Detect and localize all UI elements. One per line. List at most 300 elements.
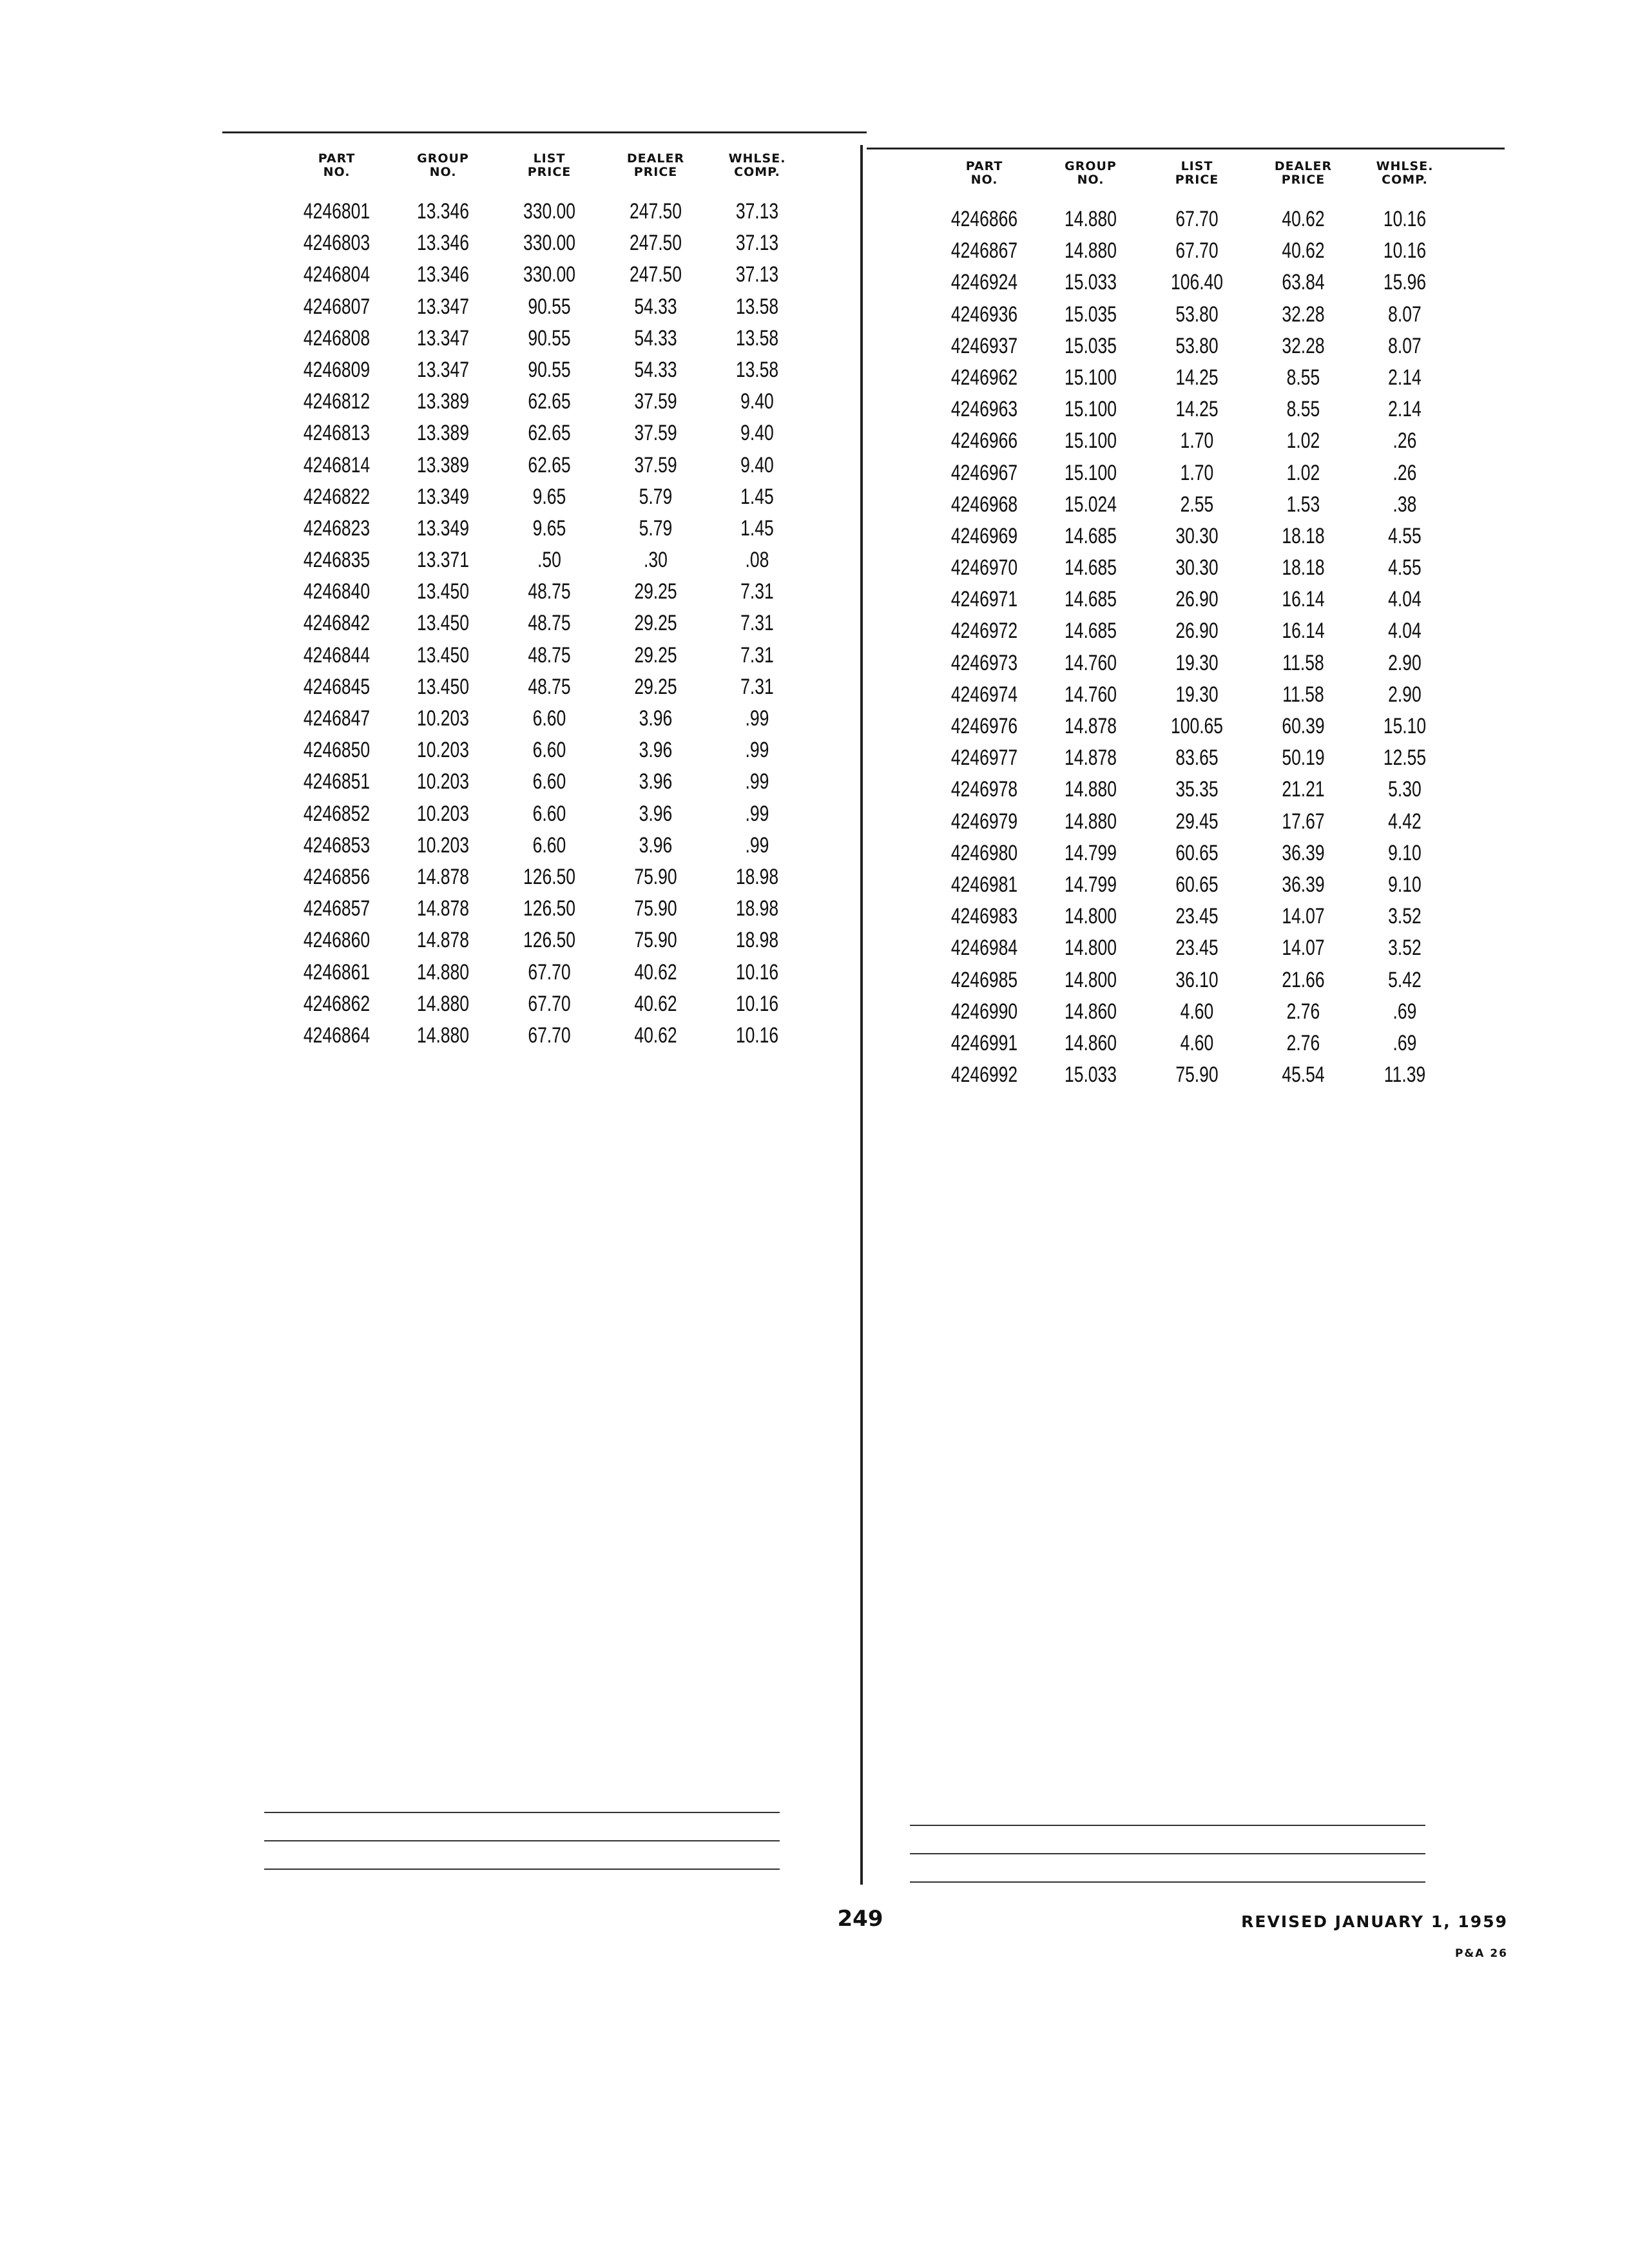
dealer-price-cell: 11.58	[1282, 650, 1324, 675]
whlse-comp-cell: 10.16	[735, 991, 779, 1016]
part-no-cell: 4246808	[303, 325, 371, 351]
part-no-cell: 4246844	[303, 642, 371, 668]
document-code: P&A 26	[1454, 1947, 1508, 1960]
whlse-comp-cell: 9.40	[740, 452, 774, 477]
dealer-price-cell: 11.58	[1282, 682, 1324, 707]
dealer-price-cell: 63.84	[1282, 270, 1325, 295]
group-no-cell: 14.800	[1064, 967, 1117, 992]
group-no-cell: 15.033	[1064, 270, 1117, 295]
whlse-comp-cell: 13.58	[735, 357, 779, 382]
group-no-cell: 15.100	[1064, 365, 1117, 390]
part-no-cell: 4246853	[303, 832, 371, 858]
table-row	[931, 460, 1453, 492]
whlse-comp-cell: 10.16	[1383, 207, 1427, 231]
whlse-comp-cell: .99	[745, 832, 769, 858]
table-row	[284, 991, 805, 1023]
whlse-comp-cell: 8.07	[1388, 302, 1422, 327]
list-price-cell: 75.90	[1175, 1062, 1219, 1088]
part-no-cell: 4246937	[950, 333, 1018, 358]
group-no-cell: 14.878	[1064, 714, 1117, 738]
part-no-cell: 4246984	[950, 936, 1018, 961]
table-header-left	[284, 147, 805, 198]
part-no-cell: 4246867	[950, 238, 1018, 264]
group-no-cell: 14.760	[1064, 650, 1117, 675]
revised-date: REVISED JANUARY 1, 1959	[1241, 1912, 1508, 1931]
dealer-price-cell: 36.39	[1282, 840, 1325, 865]
table-row	[931, 555, 1453, 586]
part-no-cell: 4246813	[303, 421, 371, 446]
group-no-cell: 10.203	[416, 706, 470, 731]
dealer-price-cell: 21.66	[1282, 967, 1325, 992]
dealer-price-cell: 247.50	[629, 262, 682, 287]
whlse-comp-cell: 1.45	[740, 515, 774, 541]
table-row	[931, 492, 1453, 523]
table-row	[284, 452, 805, 484]
dealer-price-cell: 29.25	[634, 674, 677, 699]
table-row	[931, 523, 1453, 555]
whlse-comp-cell: .38	[1393, 492, 1417, 517]
part-no-cell: 4246973	[950, 650, 1018, 675]
part-no-cell: 4246845	[303, 674, 371, 699]
whlse-comp-cell: 2.14	[1388, 397, 1422, 422]
group-no-cell: 10.203	[416, 738, 470, 763]
dealer-price-cell: 14.07	[1282, 904, 1325, 929]
group-no-cell: 15.024	[1064, 492, 1117, 517]
dealer-price-cell: 37.59	[634, 421, 677, 446]
list-price-cell: 67.70	[1175, 207, 1219, 231]
header-group-no: GROUP NO.	[417, 151, 469, 179]
table-row	[931, 713, 1453, 745]
group-no-cell: 13.347	[416, 294, 470, 319]
part-no-cell: 4246814	[303, 452, 371, 477]
group-no-cell: 13.371	[416, 548, 470, 573]
dealer-price-cell: 45.54	[1282, 1062, 1325, 1088]
whlse-comp-cell: 18.98	[735, 928, 779, 953]
top-rule-right	[867, 148, 1505, 149]
table-row	[931, 1030, 1453, 1062]
whlse-comp-cell: 8.07	[1388, 333, 1422, 358]
group-no-cell: 14.860	[1064, 999, 1117, 1024]
dealer-price-cell: 5.79	[639, 515, 673, 541]
whlse-comp-cell: 7.31	[740, 611, 774, 636]
whlse-comp-cell: 4.55	[1388, 555, 1422, 581]
whlse-comp-cell: .99	[745, 769, 769, 794]
part-no-cell: 4246968	[950, 492, 1018, 517]
part-no-cell: 4246807	[303, 294, 371, 319]
whlse-comp-cell: 1.45	[740, 484, 774, 509]
blank-line	[910, 1825, 1425, 1826]
table-row	[931, 840, 1453, 872]
table-row	[284, 896, 805, 927]
dealer-price-cell: 40.62	[634, 991, 677, 1016]
dealer-price-cell: 247.50	[629, 199, 682, 224]
group-no-cell: 13.389	[416, 389, 470, 414]
dealer-price-cell: 75.90	[634, 928, 677, 953]
part-no-cell: 4246970	[950, 555, 1018, 581]
whlse-comp-cell: 15.10	[1383, 714, 1427, 738]
whlse-comp-cell: 3.52	[1388, 936, 1422, 961]
part-no-cell: 4246971	[950, 587, 1018, 612]
part-no-cell: 4246991	[950, 1030, 1018, 1055]
table-row	[931, 618, 1453, 649]
table-row	[284, 325, 805, 357]
whlse-comp-cell: 9.10	[1388, 872, 1422, 897]
table-row	[931, 428, 1453, 459]
list-price-cell: 83.65	[1175, 745, 1219, 771]
whlse-comp-cell: 2.90	[1388, 682, 1422, 707]
list-price-cell: 126.50	[523, 928, 576, 953]
part-no-cell: 4246990	[950, 999, 1018, 1024]
table-row	[284, 294, 805, 325]
part-no-cell: 4246974	[950, 682, 1018, 707]
dealer-price-cell: 29.25	[634, 642, 677, 668]
group-no-cell: 13.450	[416, 674, 470, 699]
part-no-cell: 4246804	[303, 262, 371, 287]
part-no-cell: 4246981	[950, 872, 1018, 897]
part-no-cell: 4246835	[303, 548, 371, 573]
column-divider	[860, 145, 863, 1885]
whlse-comp-cell: 7.31	[740, 674, 774, 699]
dealer-price-cell: 40.62	[1282, 238, 1325, 264]
table-row	[931, 238, 1453, 269]
whlse-comp-cell: 12.55	[1383, 745, 1427, 771]
table-row	[284, 610, 805, 642]
table-row	[931, 365, 1453, 396]
group-no-cell: 13.347	[416, 325, 470, 351]
list-price-cell: 67.70	[528, 959, 571, 985]
table-row	[931, 269, 1453, 301]
part-no-cell: 4246992	[950, 1062, 1018, 1088]
group-no-cell: 14.800	[1064, 904, 1117, 929]
blank-line	[264, 1869, 780, 1870]
table-body-right	[931, 206, 1453, 1093]
group-no-cell: 10.203	[416, 769, 470, 794]
list-price-cell: 23.45	[1175, 936, 1219, 961]
whlse-comp-cell: 37.13	[735, 262, 779, 287]
group-no-cell: 15.035	[1064, 333, 1117, 358]
table-row	[284, 389, 805, 420]
part-no-cell: 4246977	[950, 745, 1018, 771]
part-no-cell: 4246972	[950, 619, 1018, 644]
table-row	[284, 674, 805, 706]
part-no-cell: 4246866	[950, 207, 1018, 231]
group-no-cell: 15.100	[1064, 428, 1117, 454]
table-row	[284, 484, 805, 515]
table-row	[284, 515, 805, 547]
table-row	[931, 396, 1453, 428]
whlse-comp-cell: 4.04	[1388, 587, 1422, 612]
list-price-cell: 19.30	[1175, 682, 1219, 707]
header-list-price: LIST PRICE	[1175, 159, 1219, 187]
part-no-cell: 4246983	[950, 904, 1018, 929]
table-row	[284, 737, 805, 769]
table-row	[284, 547, 805, 579]
group-no-cell: 14.760	[1064, 682, 1117, 707]
list-price-cell: 1.70	[1180, 460, 1214, 485]
part-no-cell: 4246823	[303, 515, 371, 541]
table-row	[284, 864, 805, 896]
group-no-cell: 15.100	[1064, 397, 1117, 422]
dealer-price-cell: 8.55	[1286, 365, 1320, 390]
list-price-cell: 26.90	[1175, 587, 1219, 612]
blank-line	[910, 1853, 1425, 1854]
group-no-cell: 14.685	[1064, 523, 1117, 548]
group-no-cell: 14.880	[1064, 207, 1117, 231]
group-no-cell: 13.346	[416, 262, 470, 287]
list-price-cell: 23.45	[1175, 904, 1219, 929]
list-price-cell: 19.30	[1175, 650, 1219, 675]
dealer-price-cell: 16.14	[1282, 587, 1325, 612]
group-no-cell: 14.878	[416, 928, 470, 953]
list-price-cell: 6.60	[532, 769, 566, 794]
part-no-cell: 4246966	[950, 428, 1018, 454]
list-price-cell: 106.40	[1170, 270, 1224, 295]
list-price-cell: 30.30	[1175, 555, 1219, 581]
list-price-cell: 126.50	[523, 896, 576, 921]
table-row	[284, 579, 805, 610]
group-no-cell: 14.880	[1064, 238, 1117, 264]
dealer-price-cell: 54.33	[634, 357, 677, 382]
whlse-comp-cell: .69	[1393, 1030, 1417, 1055]
dealer-price-cell: 40.62	[634, 1023, 677, 1048]
group-no-cell: 14.799	[1064, 840, 1117, 865]
part-no-cell: 4246864	[303, 1023, 371, 1048]
group-no-cell: 10.203	[416, 832, 470, 858]
group-no-cell: 13.450	[416, 579, 470, 604]
list-price-cell: 60.65	[1175, 872, 1219, 897]
table-row	[931, 586, 1453, 618]
whlse-comp-cell: 13.58	[735, 294, 779, 319]
group-no-cell: 14.880	[416, 991, 470, 1016]
group-no-cell: 10.203	[416, 801, 470, 826]
table-row	[284, 198, 805, 230]
list-price-cell: 330.00	[523, 231, 576, 256]
group-no-cell: 14.880	[1064, 809, 1117, 834]
whlse-comp-cell: 9.40	[740, 389, 774, 414]
whlse-comp-cell: 7.31	[740, 642, 774, 668]
list-price-cell: 48.75	[528, 579, 571, 604]
part-no-cell: 4246852	[303, 801, 371, 826]
part-no-cell: 4246860	[303, 928, 371, 953]
whlse-comp-cell: 5.30	[1388, 777, 1422, 802]
group-no-cell: 14.685	[1064, 555, 1117, 581]
part-no-cell: 4246809	[303, 357, 371, 382]
list-price-cell: 60.65	[1175, 840, 1219, 865]
list-price-cell: 67.70	[528, 991, 571, 1016]
table-row	[931, 745, 1453, 776]
table-row	[284, 706, 805, 737]
dealer-price-cell: 1.53	[1286, 492, 1320, 517]
dealer-price-cell: 54.33	[634, 294, 677, 319]
list-price-cell: 14.25	[1175, 397, 1219, 422]
table-row	[931, 302, 1453, 333]
table-header-right	[931, 155, 1453, 206]
table-row	[284, 927, 805, 959]
dealer-price-cell: 3.96	[639, 738, 673, 763]
group-no-cell: 14.685	[1064, 619, 1117, 644]
table-row	[931, 999, 1453, 1030]
whlse-comp-cell: 4.42	[1388, 809, 1422, 834]
list-price-cell: 14.25	[1175, 365, 1219, 390]
table-row	[284, 420, 805, 452]
whlse-comp-cell: 3.52	[1388, 904, 1422, 929]
list-price-cell: 67.70	[1175, 238, 1219, 264]
list-price-cell: 53.80	[1175, 333, 1219, 358]
dealer-price-cell: 40.62	[634, 959, 677, 985]
dealer-price-cell: 1.02	[1286, 428, 1320, 454]
header-part-no: PART NO.	[318, 151, 356, 179]
group-no-cell: 13.389	[416, 421, 470, 446]
part-no-cell: 4246803	[303, 231, 371, 256]
list-price-cell: 90.55	[528, 357, 571, 382]
whlse-comp-cell: 11.39	[1383, 1062, 1426, 1088]
part-no-cell: 4246861	[303, 959, 371, 985]
part-no-cell: 4246862	[303, 991, 371, 1016]
header-list-price: LIST PRICE	[527, 151, 572, 179]
part-no-cell: 4246985	[950, 967, 1018, 992]
list-price-cell: 6.60	[532, 801, 566, 826]
list-price-cell: 2.55	[1180, 492, 1214, 517]
dealer-price-cell: 29.25	[634, 611, 677, 636]
blank-line	[264, 1812, 780, 1813]
part-no-cell: 4246936	[950, 302, 1018, 327]
part-no-cell: 4246962	[950, 365, 1018, 390]
table-row	[284, 769, 805, 800]
list-price-cell: 35.35	[1175, 777, 1219, 802]
group-no-cell: 14.878	[1064, 745, 1117, 771]
table-row	[931, 1062, 1453, 1093]
part-no-cell: 4246851	[303, 769, 371, 794]
group-no-cell: 13.349	[416, 515, 470, 541]
dealer-price-cell: 14.07	[1282, 936, 1325, 961]
table-row	[931, 333, 1453, 365]
part-no-cell: 4246978	[950, 777, 1018, 802]
part-no-cell: 4246924	[950, 270, 1018, 295]
table-row	[931, 967, 1453, 999]
group-no-cell: 14.878	[416, 896, 470, 921]
table-row	[931, 809, 1453, 840]
dealer-price-cell: 18.18	[1282, 523, 1325, 548]
table-row	[284, 801, 805, 832]
price-table-right	[931, 155, 1453, 1093]
part-no-cell: 4246840	[303, 579, 371, 604]
list-price-cell: 6.60	[532, 706, 566, 731]
list-price-cell: 62.65	[528, 421, 571, 446]
table-row	[931, 682, 1453, 713]
list-price-cell: 26.90	[1175, 619, 1219, 644]
whlse-comp-cell: 9.40	[740, 421, 774, 446]
dealer-price-cell: 29.25	[634, 579, 677, 604]
dealer-price-cell: 2.76	[1286, 999, 1320, 1024]
dealer-price-cell: 3.96	[639, 832, 673, 858]
dealer-price-cell: 1.02	[1286, 460, 1320, 485]
whlse-comp-cell: 18.98	[735, 896, 779, 921]
group-no-cell: 13.347	[416, 357, 470, 382]
dealer-price-cell: 32.28	[1282, 302, 1325, 327]
table-row	[931, 206, 1453, 238]
dealer-price-cell: 21.21	[1282, 777, 1325, 802]
whlse-comp-cell: 4.55	[1388, 523, 1422, 548]
list-price-cell: 48.75	[528, 674, 571, 699]
list-price-cell: .50	[537, 548, 561, 573]
dealer-price-cell: 32.28	[1282, 333, 1325, 358]
group-no-cell: 15.033	[1064, 1062, 1117, 1088]
part-no-cell: 4246976	[950, 714, 1018, 738]
list-price-cell: 4.60	[1180, 999, 1214, 1024]
list-price-cell: 48.75	[528, 642, 571, 668]
whlse-comp-cell: 10.16	[735, 959, 779, 985]
group-no-cell: 14.685	[1064, 587, 1117, 612]
group-no-cell: 14.880	[1064, 777, 1117, 802]
group-no-cell: 14.860	[1064, 1030, 1117, 1055]
dealer-price-cell: 3.96	[639, 706, 673, 731]
table-row	[284, 1023, 805, 1054]
dealer-price-cell: 60.39	[1282, 714, 1325, 738]
whlse-comp-cell: .99	[745, 801, 769, 826]
list-price-cell: 62.65	[528, 389, 571, 414]
list-price-cell: 53.80	[1175, 302, 1219, 327]
table-row	[931, 650, 1453, 682]
dealer-price-cell: 17.67	[1282, 809, 1325, 834]
dealer-price-cell: 37.59	[634, 452, 677, 477]
table-row	[284, 262, 805, 293]
whlse-comp-cell: 13.58	[735, 325, 779, 351]
group-no-cell: 13.450	[416, 611, 470, 636]
part-no-cell: 4246812	[303, 389, 371, 414]
part-no-cell: 4246856	[303, 864, 371, 889]
dealer-price-cell: 18.18	[1282, 555, 1325, 581]
group-no-cell: 13.389	[416, 452, 470, 477]
list-price-cell: 30.30	[1175, 523, 1219, 548]
whlse-comp-cell: 2.14	[1388, 365, 1422, 390]
part-no-cell: 4246801	[303, 199, 371, 224]
list-price-cell: 1.70	[1180, 428, 1214, 454]
dealer-price-cell: 2.76	[1286, 1030, 1320, 1055]
part-no-cell: 4246967	[950, 460, 1018, 485]
whlse-comp-cell: .26	[1393, 460, 1417, 485]
table-row	[931, 935, 1453, 966]
table-row	[284, 357, 805, 389]
table-row	[284, 832, 805, 864]
part-no-cell: 4246857	[303, 896, 371, 921]
list-price-cell: 100.65	[1170, 714, 1224, 738]
whlse-comp-cell: 7.31	[740, 579, 774, 604]
dealer-price-cell: 247.50	[629, 231, 682, 256]
whlse-comp-cell: 37.13	[735, 231, 779, 256]
dealer-price-cell: 50.19	[1282, 745, 1325, 771]
table-row	[284, 959, 805, 991]
list-price-cell: 126.50	[523, 864, 576, 889]
whlse-comp-cell: .99	[745, 738, 769, 763]
dealer-price-cell: 8.55	[1286, 397, 1320, 422]
group-no-cell: 14.880	[416, 959, 470, 985]
list-price-cell: 90.55	[528, 325, 571, 351]
table-row	[284, 230, 805, 262]
list-price-cell: 6.60	[532, 832, 566, 858]
group-no-cell: 15.035	[1064, 302, 1117, 327]
part-no-cell: 4246979	[950, 809, 1018, 834]
dealer-price-cell: 54.33	[634, 325, 677, 351]
dealer-price-cell: 16.14	[1282, 619, 1325, 644]
whlse-comp-cell: 37.13	[735, 199, 779, 224]
list-price-cell: 330.00	[523, 262, 576, 287]
part-no-cell: 4246963	[950, 397, 1018, 422]
list-price-cell: 9.65	[532, 515, 566, 541]
list-price-cell: 9.65	[532, 484, 566, 509]
whlse-comp-cell: 10.16	[735, 1023, 779, 1048]
whlse-comp-cell: .69	[1393, 999, 1417, 1024]
whlse-comp-cell: .08	[745, 548, 769, 573]
